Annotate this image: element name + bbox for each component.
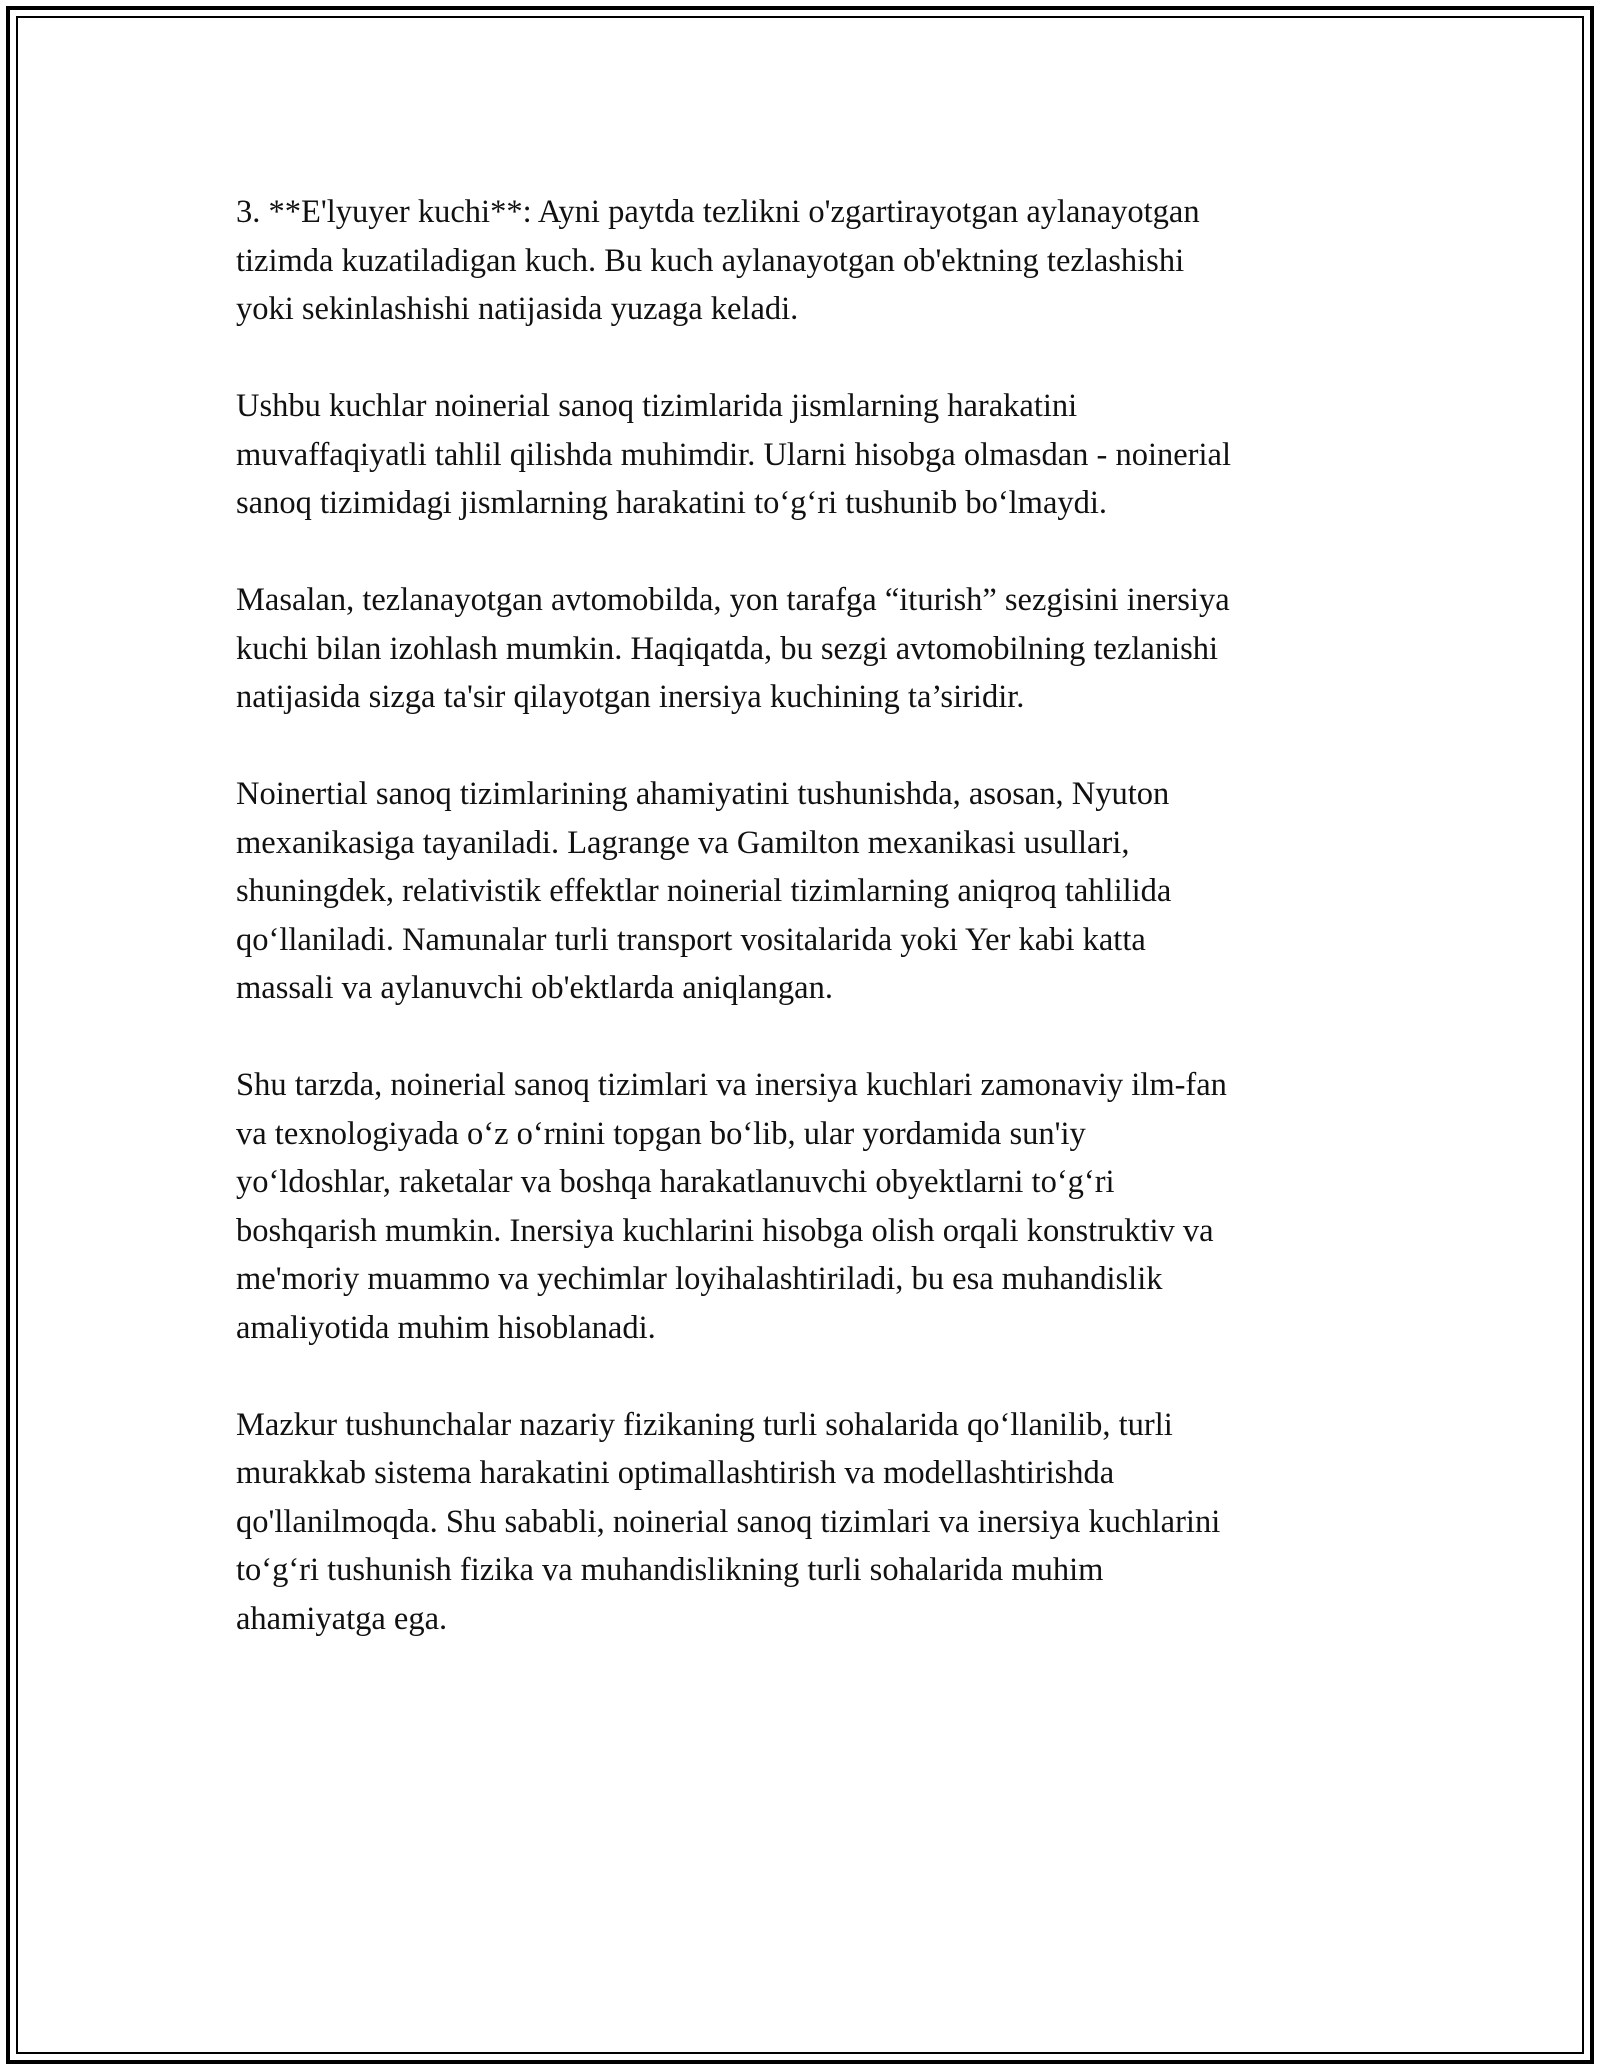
paragraph-mechanics: Noinertial sanoq tizimlarining ahamiyatini tushunishda, asosan, Nyuton mexanikasiga tayaniladi. Lagrange va Gamilton mexanikasi usullari, shuningdek, relativistik effektlar noinerial tizimlarning aniqroq tahlilida qo‘llaniladi. Namunalar turli transport vositalarida yoki Yer kabi katta massali va aylanuvchi ob'ektlarda aniqlangan. <box>236 776 1172 1006</box>
paragraph-car-example: Masalan, tezlanayotgan avtomobilda, yon tarafga “iturish” sezgisini inersiya kuchi bilan izohlash mumkin. Haqiqatda, bu sezgi avtomobilning tezlanishi natijasida sizga ta'sir qilayotgan inersiya kuchining ta’siridir. <box>236 582 1230 715</box>
paragraph-conclusion: Mazkur tushunchalar nazariy fizikaning turli sohalarida qo‘llanilib, turli murakkab sistema harakatini optimallashtirish va modellashtirishda qo'llanilmoqda. Shu sababli, noinerial sanoq tizimlari va inersiya kuchlarini to‘g‘ri tushunish fizika va muhandislikning turli sohalarida muhim ahamiyatga ega. <box>236 1406 1221 1637</box>
paragraph-euler-force: 3. **E'lyuyer kuchi**: Ayni paytda tezlikni o'zgartirayotgan aylanayotgan tizimda kuzatiladigan kuch. Bu kuch aylanayotgan ob'ektning tezlashishi yoki sekinlashishi natijasida yuzaga keladi. <box>236 194 1200 327</box>
paragraph-importance: Ushbu kuchlar noinerial sanoq tizimlarida jismlarning harakatini muvaffaqiyatli tahlil qilishda muhimdir. Ularni hisobga olmasdan - noinerial sanoq tizimidagi jismlarning harakatini to‘g‘ri tushunib bo‘lmaydi. <box>236 388 1231 521</box>
document-body <box>236 188 1366 1692</box>
paragraph-applications: Shu tarzda, noinerial sanoq tizimlari va inersiya kuchlari zamonaviy ilm-fan va texnologiyada o‘z o‘rnini topgan bo‘lib, ular yordamida sun'iy yo‘ldoshlar, raketalar va boshqa harakatlanuvchi obyektlarni to‘g‘ri boshqarish mumkin. Inersiya kuchlarini hisobga olish orqali konstruktiv va me'moriy muammo va yechimlar loyihalashtiriladi, bu esa muhandislik amaliyotida muhim hisoblanadi. <box>236 1067 1227 1346</box>
